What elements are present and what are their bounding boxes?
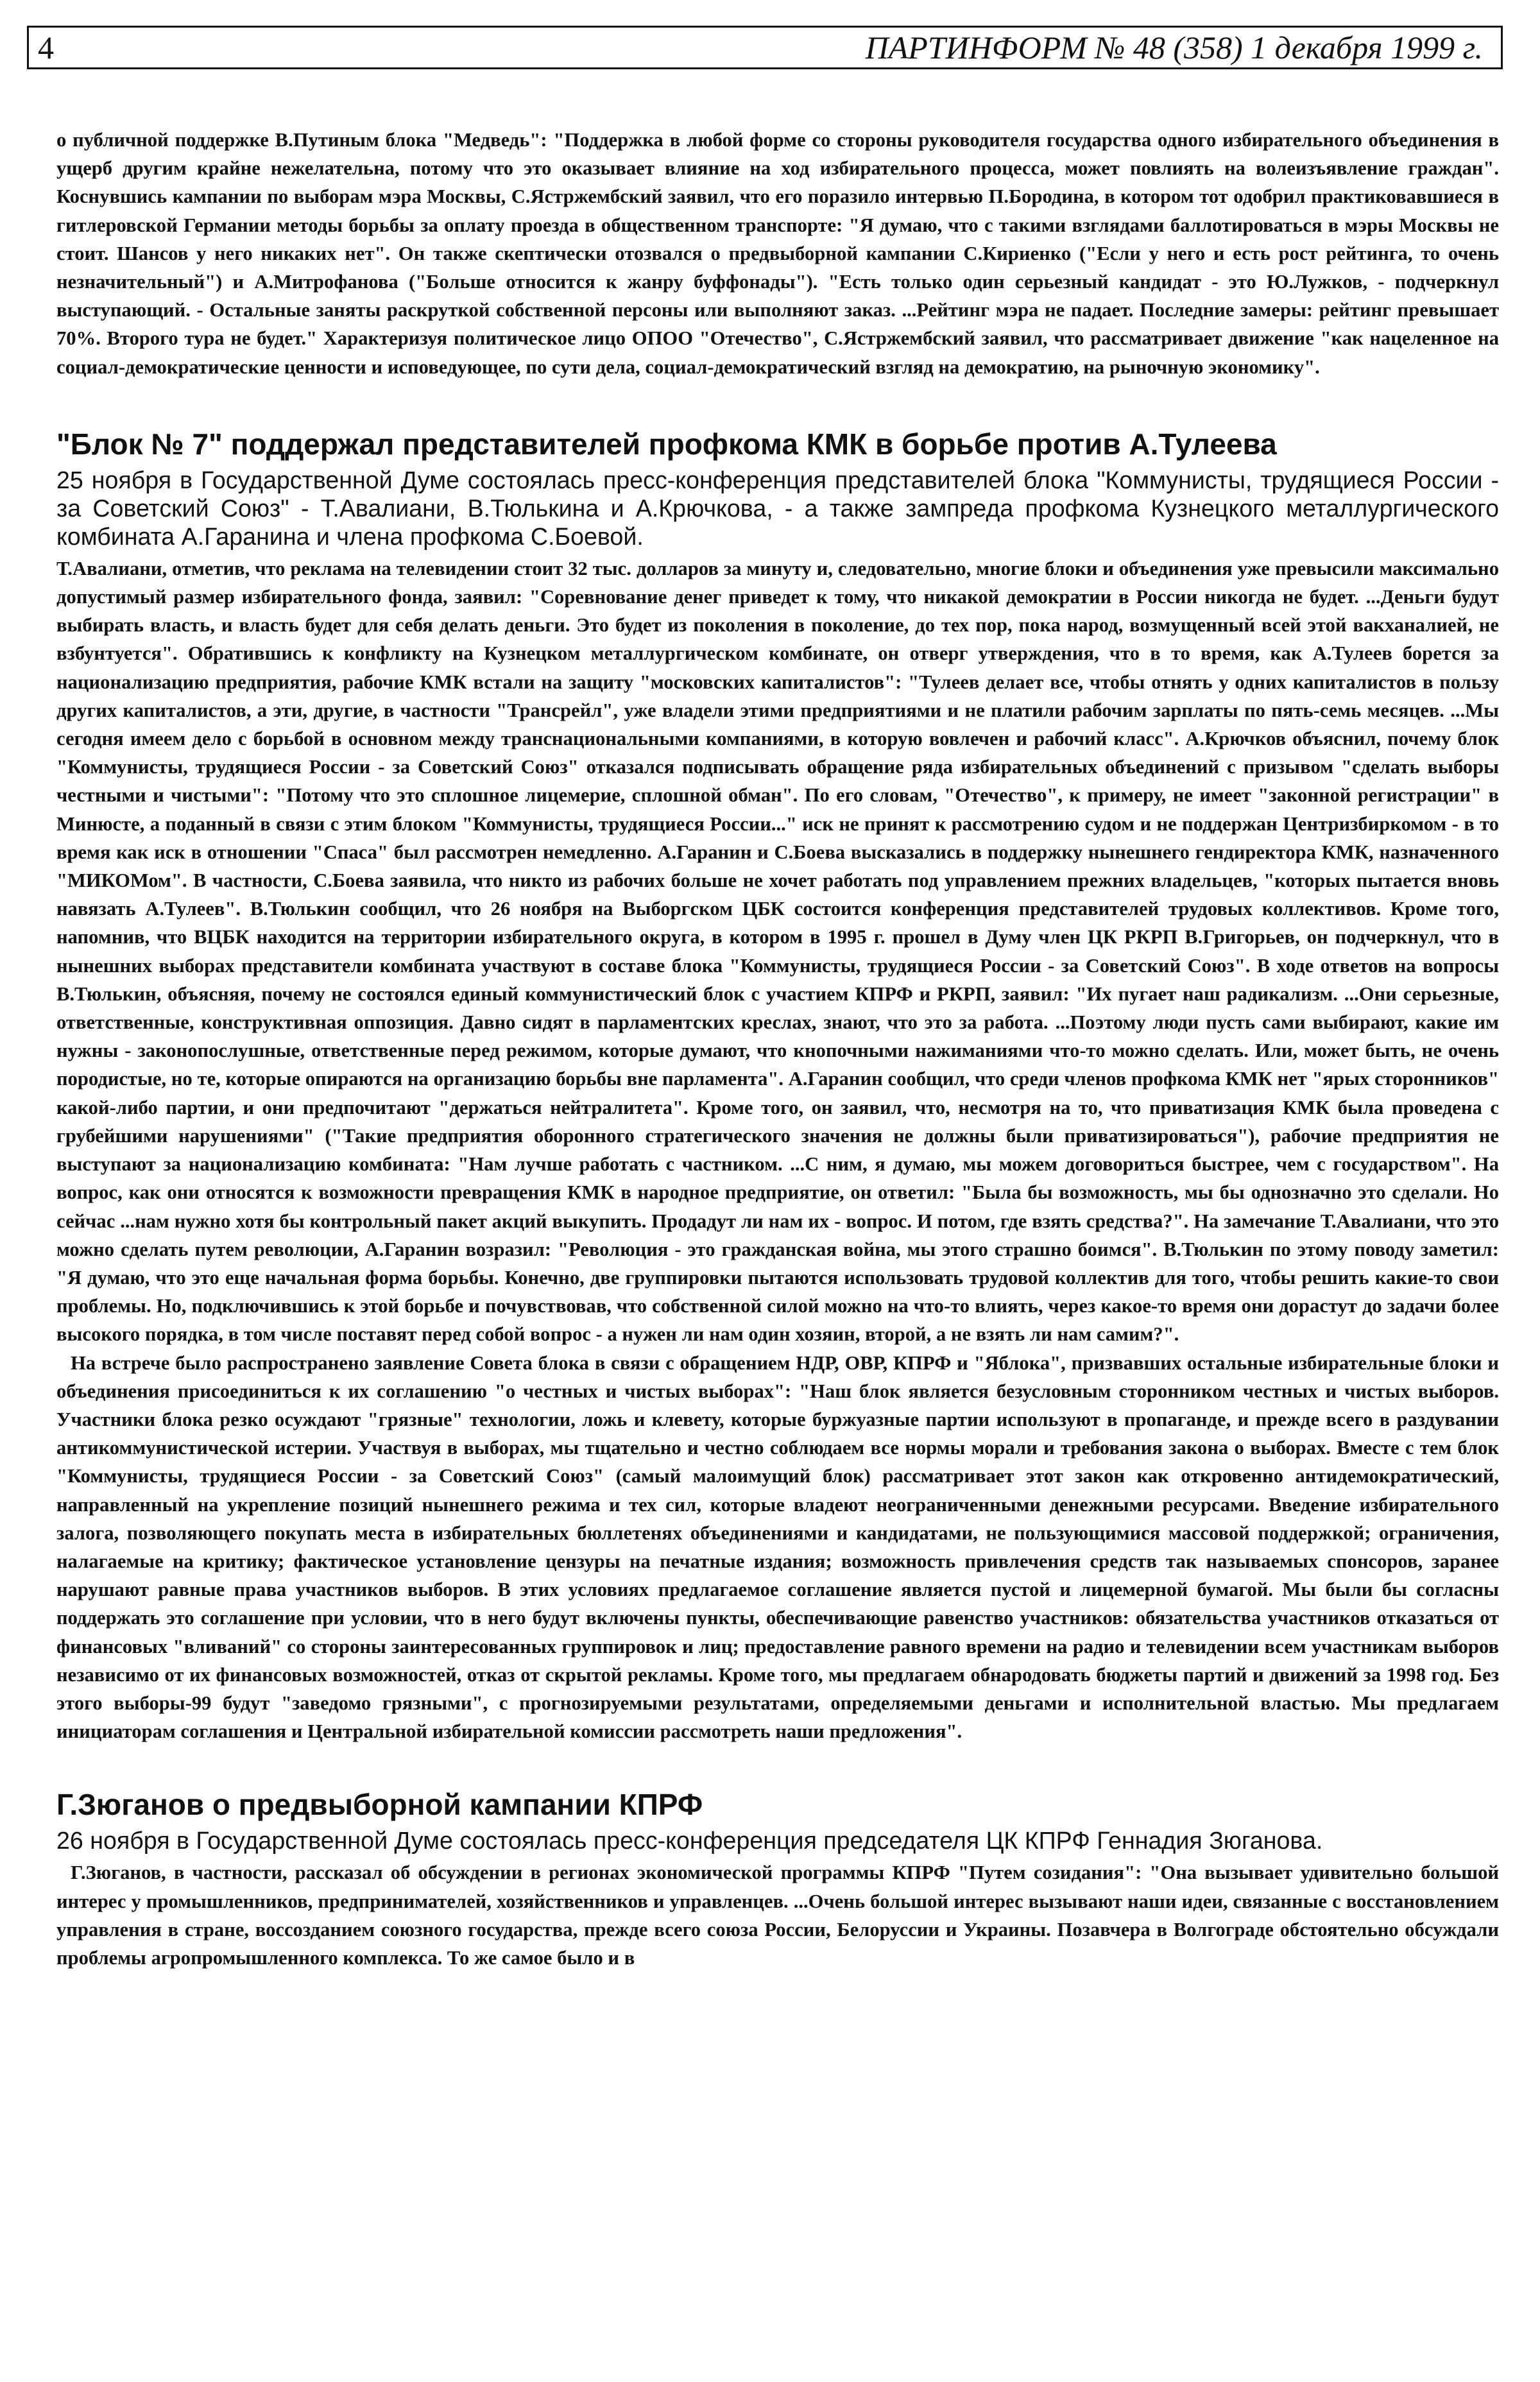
article-continuation-text: о публичной поддержке В.Путиным блока "Медведь": "Поддержка в любой форме со стороны руководителя государства одного избирательного объединения в ущерб другим крайне нежелательна, потому что это оказывает влияние на ход избирательного процесса, может повлиять на волеизъявление граждан". Коснувшись кампании по выборам мэра Москвы, С.Ястржембский заявил, что его поразило интервью П.Бородина, в котором тот одобрил практиковавшиеся в гитлеровской Германии методы борьбы за оплату проезда в общественном транспорте: "Я думаю, что с такими взглядами баллотироваться в мэры Москвы не стоит. Шансов у него никаких нет". Он также скептически отозвался о предвыборной кампании С.Кириенко ("Если у него и есть рост рейтинга, то очень незначительный") и А.Митрофанова ("Больше относится к жанру буффонады"). "Есть только один серьезный кандидат - это Ю.Лужков, - подчеркнул выступающий. - Остальные заняты раскруткой собственной персоны или выполняют заказ. ...Рейтинг мэра не падает. Последние замеры: рейтинг превышает 70%. Второго тура не будет." Характеризуя политическое лицо ОПОО "Отечество", С.Ястржембский заявил, что рассматривает движение "как нацеленное на социал-демократические ценности и исповедующее, по сути дела, социал-демократический взгляд на демократию, на рыночную экономику".: [56, 129, 1499, 378]
article-lead-bloc7: 25 ноября в Государственной Думе состоялась пресс-конференция представителей блока "Коммунисты, трудящиеся России - за Советский Союз" - Т.Авалиани, В.Тюлькина и А.Крючкова, - а также зампреда профкома Кузнецкого металлургического комбината А.Гаранина и члена профкома С.Боевой.: [56, 466, 1499, 550]
page-content: [56, 126, 1499, 1972]
article-body-paragraph: Т.Авалиани, отметив, что реклама на телевидении стоит 32 тыс. долларов за минуту и, следовательно, многие блоки и объединения уже превысили максимально допустимый размер избирательного фонда, заявил: "Соревнование денег приведет к тому, что никакой демократии в России никогда не будет. ...Деньги будут выбирать власть, и власть будет для себя делать деньги. Это будет из поколения в поколение, до тех пор, пока народ, возмущенный всей этой вакханалией, не взбунтуется". Обратившись к конфликту на Кузнецком металлургическом комбинате, он отверг утверждения, что в то время, как А.Тулеев борется за национализацию предприятия, рабочие КМК встали на защиту "московских капиталистов": "Тулеев делает все, чтобы отнять у одних капиталистов в пользу других капиталистов, а эти, другие, в частности "Трансрейл", уже владели этими предприятиями и не платили рабочим зарплаты по пять-семь месяцев. ...Мы сегодня имеем дело с борьбой в основном между транснациональными компаниями, в которую вовлечен и рабочий класс". А.Крючков объяснил, почему блок "Коммунисты, трудящиеся России - за Советский Союз" отказался подписывать обращение ряда избирательных объединений с призывом "сделать выборы честными и чистыми": "Потому что это сплошное лицемерие, сплошной обман". По его словам, "Отечество", к примеру, не имеет "законной регистрации" в Минюсте, а поданный в связи с этим блоком "Коммунисты, трудящиеся России..." иск не принят к рассмотрению судом и не поддержан Центризбиркомом - в то время как иск в отношении "Спаса" был рассмотрен немедленно. А.Гаранин и С.Боева высказались в поддержку нынешнего гендиректора КМК, назначенного "МИКОМом". В частности, С.Боева заявила, что никто из рабочих больше не хочет работать под управлением прежних владельцев, "которых пытается вновь навязать А.Тулеев". В.Тюлькин сообщил, что 26 ноября на Выборгском ЦБК состоится конференция представителей трудовых коллективов. Кроме того, напомнив, что ВЦБК находится на территории избирательного округа, в котором в 1995 г. прошел в Думу член ЦК РКРП В.Григорьев, он подчеркнул, что в нынешних выборах представители комбината участвуют в составе блока "Коммунисты, трудящиеся России - за Советский Союз". В ходе ответов на вопросы В.Тюлькин, объясняя, почему не состоялся единый коммунистический блок с участием КПРФ и РКРП, заявил: "Их пугает наш радикализм. ...Они серьезные, ответственные, конструктивная оппозиция. Давно сидят в парламентских креслах, знают, что это за работа. ...Поэтому люди пусть сами выбирают, какие им нужны - законопослушные, ответственные перед режимом, которые думают, что кнопочными нажиманиями что-то можно сделать. Или, может быть, не очень породистые, но те, которые опираются на организацию борьбы вне парламента". А.Гаранин сообщил, что среди членов профкома КМК нет "ярых сторонников" какой-либо партии, и они предпочитают "держаться нейтралитета". Кроме того, он заявил, что, несмотря на то, что приватизация КМК была проведена с грубейшими нарушениями" ("Такие предприятия оборонного стратегического значения не должны были приватизироваться"), рабочие предприятия не выступают за национализацию комбината: "Нам лучше работать с частником. ...С ним, я думаю, мы можем договориться быстрее, чем с государством". На вопрос, как они относятся к возможности превращения КМК в народное предприятие, он ответил: "Была бы возможность, мы бы однозначно это сделали. Но сейчас ...нам нужно хотя бы контрольный пакет акций выкупить. Продадут ли нам их - вопрос. И потом, где взять средства?". На замечание Т.Авалиани, что это можно сделать путем революции, А.Гаранин возразил: "Революция - это гражданская война, мы этого страшно боимся". В.Тюлькин по этому поводу заметил: "Я думаю, что это еще начальная форма борьбы. Конечно, две группировки пытаются использовать трудовой коллектив для того, чтобы решить какие-то свои проблемы. Но, подключившись к этой борьбе и почувствовав, что собственной силой можно на что-то влиять, через какое-то время они дорастут до задачи более высокого порядка, в том числе поставят перед собой вопрос - а нужен ли нам один хозяин, второй, а не взять ли нам самим?".: [56, 557, 1499, 1346]
article-headline-bloc7: "Блок № 7" поддержал представителей профкома КМК в борьбе против А.Тулеева: [56, 427, 1277, 461]
page-number: 4: [38, 30, 54, 65]
page-header: [27, 26, 1503, 69]
article-body-paragraph: На встрече было распространено заявление Совета блока в связи с обращением НДР, ОВР, КПРФ и "Яблока", призвавших остальные избирательные блоки и объединения присоединиться к их соглашению "о честных и чистых выборах": "Наш блок является безусловным сторонником честных и чистых выборов. Участники блока резко осуждают "грязные" технологии, ложь и клевету, которые буржуазные партии используют в пропаганде, и прежде всего в раздувании антикоммунистической истерии. Участвуя в выборах, мы тщательно и честно соблюдаем все нормы морали и требования закона о выборах. Вместе с тем блок "Коммунисты, трудящиеся России - за Советский Союз" (самый малоимущий блок) рассматривает этот закон как откровенно антидемократический, направленный на укрепление позиций нынешнего режима и тех сил, которые владеют неограниченными денежными ресурсами. Введение избирательного залога, позволяющего покупать места в избирательных бюллетенях объединениями и кандидатами, не пользующимися массовой поддержкой; ограничения, налагаемые на критику; фактическое установление цензуры на печатные издания; возможность привлечения средств так называемых спонсоров, заранее нарушают равные права участников выборов. В этих условиях предлагаемое соглашение является пустой и лицемерной бумагой. Мы были бы согласны поддержать это соглашение при условии, что в него будут включены пункты, обеспечивающие равенство участников: обязательства участников отказаться от финансовых "вливаний" со стороны заинтересованных группировок и лиц; предоставление равного времени на радио и телевидении всем участникам выборов независимо от их финансовых возможностей, отказ от скрытой рекламы. Кроме того, мы предлагаем обнародовать бюджеты партий и движений за 1998 год. Без этого выборы-99 будут "заведомо грязными", с прогнозируемыми результатами, определяемыми деньгами и исполнительной властью. Мы предлагаем инициаторам соглашения и Центральной избирательной комиссии рассмотреть наши предложения".: [56, 1351, 1499, 1743]
publication-title: ПАРТИНФОРМ № 48 (358) 1 декабря 1999 г.: [865, 30, 1483, 65]
article-headline-zyuganov: Г.Зюганов о предвыборной кампании КПРФ: [56, 1788, 703, 1822]
article-body-paragraph: Г.Зюганов, в частности, рассказал об обсуждении в регионах экономической программы КПРФ "Путем созидания": "Она вызывает удивительно большой интерес у промышленников, предпринимателей, хозяйственников и управленцев. ...Очень большой интерес вызывают наши идеи, связанные с восстановлением управления в стране, воссозданием союзного государства, прежде всего союза России, Белоруссии и Украины. Позавчера в Волгограде обстоятельно обсуждали проблемы агропромышленного комплекса. То же самое было и в: [56, 1862, 1499, 1969]
article-lead-zyuganov: 26 ноября в Государственной Думе состоялась пресс-конференция председателя ЦК КПРФ Геннадия Зюганова.: [56, 1827, 1323, 1855]
